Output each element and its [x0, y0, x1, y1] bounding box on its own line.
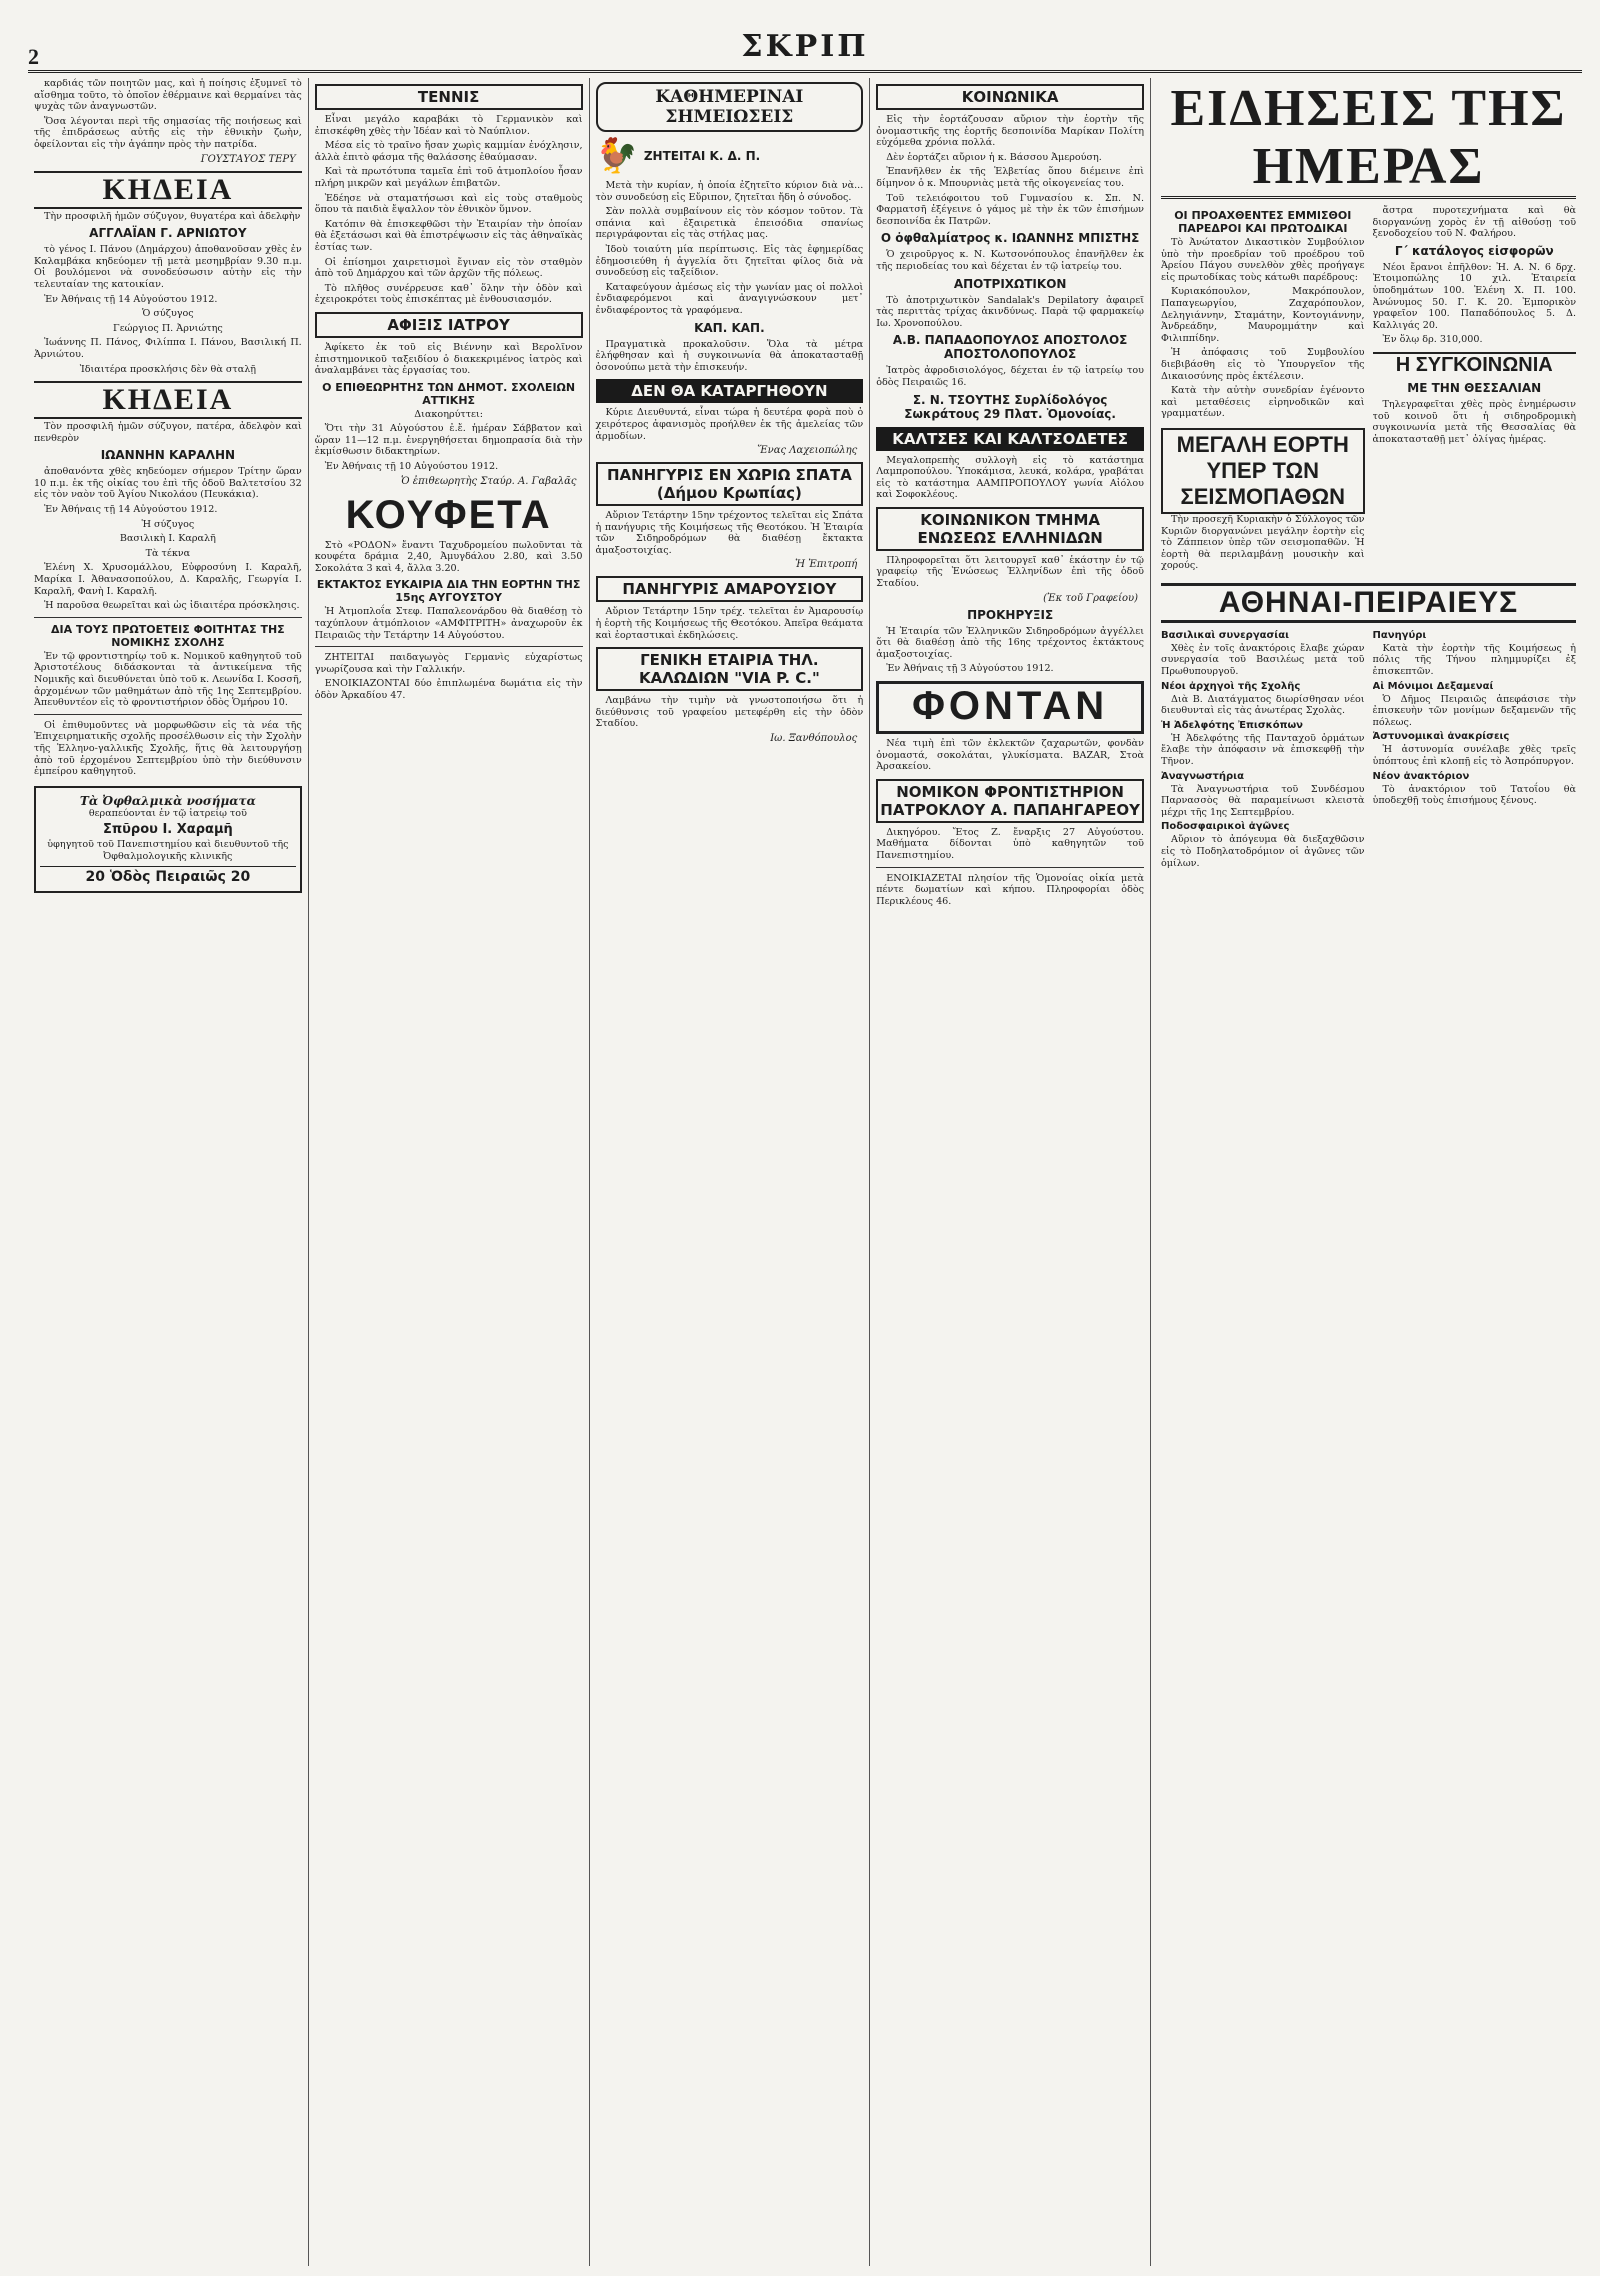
column-3	[590, 78, 871, 2266]
article-paragraph: Σὰν πολλὰ συμβαίνουν εἰς τὸν κόσμον τοῦτον. Τὰ σπάνια καὶ ἐξαιρετικὰ ἐπεισόδια σπανίως περιγράφονται εἰς τὰς στήλας μας.	[595, 206, 864, 241]
article-title: Ἀστυνομικαὶ ἀνακρίσεις	[1372, 731, 1510, 743]
ad-text: Τὸ ἀποτριχωτικὸν Sandalak's Depilatory ἀφαιρεῖ τὰς περιττὰς τρίχας ἀκινδύνως. Παρὰ τῷ φαρμακείῳ Ιω. Χρονοπούλου.	[876, 294, 1144, 329]
column-4	[870, 78, 1151, 2266]
advertisement-ophthalmology	[34, 786, 302, 893]
divider	[34, 617, 302, 618]
article-title: Ποδοσφαιρικοὶ ἀγῶνες	[1161, 821, 1290, 833]
article-paragraph: Κατὰ τὴν ἑορτὴν τῆς Κοιμήσεως ἡ πόλις τῆς Τήνου πλημμυρίζει ἐξ ἐπισκεπτῶν.	[1372, 642, 1577, 678]
section-heading-amarousion-festival: ΠΑΝΗΓΥΡΙΣ ΑΜΑΡΟΥΣΙΟΥ	[596, 576, 864, 602]
section-heading-special-offer: ΕΚΤΑΚΤΟΣ ΕΥΚΑΙΡΙΑ ΔΙΑ ΤΗΝ ΕΟΡΤΗΝ ΤΗΣ 15ης ΑΥΓΟΥΣΤΟΥ	[316, 578, 581, 605]
article-paragraph: ἄστρα πυροτεχνήματα καὶ θὰ διοργανώνῃ χορὸς ἐν τῇ αἰθούσῃ τοῦ ξενοδοχείου τοῦ Ν. Φαλήρου.	[1372, 205, 1577, 240]
article-paragraph: Τὴν προσεχῆ Κυριακὴν ὁ Σύλλογος τῶν Κυριῶν διοργανώνει μεγάλην ἑορτὴν εἰς τὸ Ζάππειον ὑπὲρ τῶν σεισμοπαθῶν. Ἡ ἑορτὴ θὰ περιλαμβάνῃ μουσικὴν καὶ χορούς.	[1161, 513, 1365, 572]
article-title: Γ΄ κατάλογος εἰσφορῶν	[1394, 243, 1554, 258]
ad-text: Μεγαλοπρεπὴς συλλογὴ εἰς τὸ κατάστημα Λαμπροπούλου. Ὑποκάμισα, λευκά, κολάρα, γραβάται εἰς τὸ κατάστημα ΑΑΜΠΡΟΠΟΥΛΟΥ γωνία Αἰόλου καὶ Σοφοκλέους.	[876, 454, 1144, 501]
section-heading-inspector: Ο ΕΠΙΘΕΩΡΗΤΗΣ ΤΩΝ ΔΗΜΟΤ. ΣΧΟΛΕΙΩΝ ΑΤΤΙΚΗΣ	[322, 380, 576, 407]
ad-heading-fondant: ΦΟΝΤΑΝ	[876, 681, 1144, 734]
article-paragraph: Πραγματικὰ προκαλοῦσιν. Ὅλα τὰ μέτρα ἐλήφθησαν καὶ ἡ συγκοινωνία θὰ ἀποκατασταθῇ ὁσονούπω μετὰ τὴν ἐπισκευήν.	[595, 338, 864, 373]
rooster-icon: 🐓	[595, 136, 638, 176]
article-paragraph: Ἀφίκετο ἐκ τοῦ εἰς Βιέννην καὶ Βερολῖνον ἐπιστημονικοῦ ταξειδίου ὁ διακεκριμένος ἰατρὸς καὶ ἀναλαμβάνει τὰς ἐργασίας του.	[314, 341, 583, 377]
article-paragraph: Ἡ Ἑταιρία τῶν Ἑλληνικῶν Σιδηροδρόμων ἀγγέλλει ὅτι θὰ διαθέσῃ ἀπὸ τῆς 16ης τρέχοντος ἐκτάκτους ἁμαξοστοιχίας.	[876, 625, 1144, 660]
section-heading-kideia: ΚΗΔΕΙΑ	[34, 171, 302, 209]
columns	[28, 78, 1582, 2266]
relation-label: Τὰ τέκνα	[145, 547, 191, 559]
article-title: Α.Β. ΠΑΠΑΔΟΠΟΥΛΟΣ ΑΠΟΣΤΟΛΟΣ ΑΠΟΣΤΟΛΟΠΟΥΛΟΣ	[892, 333, 1128, 362]
article-paragraph: Καὶ τὰ πρωτότυπα ταμεῖα ἐπὶ τοῦ ἀτμοπλοίου ἦσαν πλήρη μικρῶν καὶ μεγάλων ἐπιβατῶν.	[314, 166, 583, 189]
classified-ad: ΖΗΤΕΙΤΑΙ παιδαγωγὸς Γερμανὶς εὐχαρίστως γνωρίζουσα καὶ τὴν Γαλλικήν.	[314, 652, 583, 675]
article-paragraph: Νέοι ἔρανοι ἐπῆλθον: Ἠ. Α. Ν. 6 δρχ. Ἐτοιμοπώλης 10 χιλ. Ἑταιρεία ὑποδημάτων 100. Ἐλένη Χ. Π. 100. Ἀνώνυμος 50. Γ. Κ. 20. Ἐμπορικὸν γραφεῖον 100. Παπαδόπουλος 5. Δ. Καλλιγάς 20.	[1372, 261, 1577, 331]
section-heading-daily-notes: ΚΑΘΗΜΕΡΙΝΑΙ ΣΗΜΕΙΩΣΕΙΣ	[596, 82, 864, 132]
section-heading-union-hellenides: ΚΟΙΝΩΝΙΚΟΝ ΤΜΗΜΑ ΕΝΩΣΕΩΣ ΕΛΛΗΝΙΔΩΝ	[876, 507, 1144, 551]
article-paragraph: Ἐπανῆλθεν ἐκ τῆς Ἑλβετίας ὅπου διέμεινε ἐπὶ δίμηνον ὁ κ. Μπουρνιὰς μετὰ τῆς οἰκογενείας του.	[876, 166, 1144, 189]
divider	[876, 867, 1144, 868]
announcement-signature: Ἡ Ἐπιτροπή	[795, 559, 858, 571]
relatives-list: Ἰωάννης Π. Πάνος, Φιλίππα Ι. Πάνου, Βασιλική Π. Ἀρνιώτου.	[34, 337, 302, 360]
article-paragraph: Τὸ πλῆθος συνέρρευσε καθ᾽ ὅλην τὴν ὁδὸν καὶ ἐχειροκρότει τοὺς ἐπισκέπτας μὲ ἐνθουσιασμόν.	[314, 282, 583, 306]
paper-name: ΣΚΡΙΠ	[741, 29, 869, 64]
notice-paragraph: Τὴν προσφιλῆ ἡμῶν σύζυγον, θυγατέρα καὶ ἀδελφὴν	[44, 210, 301, 222]
article-paragraph: Μέσα εἰς τὸ τραῖνο ἤσαν χωρὶς καμμίαν ἐνόχλησιν, ἀλλὰ ἐπιτὸ φάσμα τῆς θαλάσσης ἐθαύμασαν.	[314, 140, 583, 163]
divider	[34, 714, 302, 715]
article-title: Αἱ Μόνιμοι Δεξαμεναί	[1372, 680, 1494, 692]
article-title: ΟΙ ΠΡΟΑΧΘΕΝΤΕΣ ΕΜΜΙΣΘΟΙ ΠΑΡΕΔΡΟΙ ΚΑΙ ΠΡΩΤΟΔΙΚΑΙ	[1174, 209, 1352, 235]
article-paragraph: Τὸ ἀνακτόριον τοῦ Τατοΐου θὰ ὑποδεχθῇ τοὺς ἐπισήμους ξένους.	[1372, 783, 1577, 807]
deceased-name: ΑΓΓΛΑΪΑΝ Γ. ΑΡΝΙΩΤΟΥ	[89, 226, 247, 241]
article-title: Νέον ἀνακτόριον	[1372, 770, 1470, 782]
section-heading-communication: Η ΣΥΓΚΟΙΝΩΝΙΑ	[1373, 352, 1577, 377]
article-title: ΚΑΠ. ΚΑΠ.	[694, 320, 765, 335]
news-subcolumn-left	[1161, 205, 1365, 575]
ad-text: ὑφηγητοῦ τοῦ Πανεπιστημίου καὶ διευθυντοῦ τῆς Ὀφθαλμολογικῆς κλινικῆς	[47, 839, 289, 862]
classified-ad: ΕΝΟΙΚΙΑΖΟΝΤΑΙ δύο ἐπιπλωμένα δωμάτια εἰς τὴν ὁδὸν Ἀρκαδίου 47.	[314, 678, 583, 701]
article-paragraph: Διὰ Β. Διατάγματος διωρίσθησαν νέοι διευθυνταὶ εἰς τὰς ἀνωτέρας Σχολὰς.	[1161, 693, 1365, 717]
article-paragraph: Οἱ ἐπιθυμοῦντες νὰ μορφωθῶσιν εἰς τὰ νέα τῆς Ἐπιχειρηματικῆς σχολῆς προσέλθωσιν εἰς τὴν Σχολὴν τῆς Ἑλληνο-γαλλικῆς Σχολῆς, ἥτις θὰ λειτουργήσῃ ἀπὸ τοῦ ἐρχομένου Σεπτεμβρίου ὑπὸ τὴν διεύθυνσιν ἐμπείρου καθηγητοῦ.	[34, 719, 302, 778]
article-paragraph: Ἡ ἀστυνομία συνέλαβε χθὲς τρεῖς ὑπόπτους ἐπὶ κλοπῇ εἰς τὸ Ἀσπρόπυργον.	[1372, 744, 1577, 768]
article-paragraph: Ἐν ὅλῳ δρ. 310,000.	[1382, 334, 1483, 346]
athens-subcolumn-left	[1161, 627, 1365, 872]
section-heading-spata-festival: ΠΑΝΗΓΥΡΙΣ ΕΝ ΧΩΡΙΩ ΣΠΑΤΑ (Δήμου Κρωπίας)	[596, 462, 864, 506]
article-signature: ΓΟΥΣΤΑΥΟΣ ΤΕΡΥ	[200, 153, 296, 165]
notice-date: Ἐν Ἀθήναις τῇ 14 Αὐγούστου 1912.	[44, 293, 218, 305]
article-title: Ἡ Ἀδελφότης Ἐπισκόπων	[1161, 719, 1303, 731]
announcement-date: Ἐν Ἀθήναις τῇ 3 Αὐγούστου 1912.	[886, 663, 1054, 675]
section-heading-proclamation: ΠΡΟΚΗΡΥΞΙΣ	[967, 607, 1054, 622]
article-paragraph: Τὸ Ἀνώτατον Δικαστικὸν Συμβούλιον ὑπὸ τὴν προεδρίαν τοῦ προέδρου τοῦ Ἀρείου Πάγου συνελθὸν χθὲς προήγαγε εἰς πρωτοδίκας τοὺς κάτωθι παρέδρους:	[1161, 237, 1365, 283]
athens-subcolumn-right	[1373, 627, 1577, 872]
article-title: Σ. Ν. ΤΣΟΥΤΗΣ Συρλίδολόγος Σωκράτους 29 Πλατ. Ὁμονοίας.	[904, 392, 1116, 421]
article-title: Βασιλικαὶ συνεργασίαι	[1161, 629, 1289, 641]
article-paragraph: Ἡ ἀπόφασις τοῦ Συμβουλίου διεβιβάσθη εἰς τὸ Ὑπουργεῖον τῆς Δικαιοσύνης πρὸς ἐκτέλεσιν.	[1161, 347, 1365, 382]
ad-heading-koufeta: ΚΟΥΦΕΤΑ	[345, 492, 552, 537]
masthead	[28, 10, 1582, 73]
article-paragraph: Πληροφορεῖται ὅτι λειτουργεῖ καθ᾽ ἑκάστην ἐν τῷ γραφείῳ τῆς Ἑνώσεως Ἑλληνίδων ἐπὶ τῆς ὁδοῦ Σταδίου.	[876, 554, 1144, 590]
relative-name: Βασιλικὴ Ι. Καραλῆ	[119, 533, 216, 545]
article-paragraph: Εἶναι μεγάλο καραβάκι τὸ Γερμανικὸν καὶ ἐπισκέφθη χθὲς τὴν Ἰδέαν καὶ τὸ Ναύπλιον.	[314, 114, 583, 137]
article-paragraph: Ἰδοὺ τοιαύτη μία περίπτωσις. Εἰς τὰς ἐφημερίδας ἐδημοσιεύθη ἡ ἀγγελία ὅτι ζητεῖται φίλος διὰ νὰ συνοδεύσῃ εἰς ταξείδιον.	[595, 243, 864, 279]
column-1	[28, 78, 309, 2266]
article-paragraph: Καταφεύγουν ἀμέσως εἰς τὴν γωνίαν μας οἱ πολλοὶ ἐνδιαφερόμενοι καὶ ἀναγιγνώσκουν μετ᾽ ἐνδιαφέροντος τὰ γραφόμενα.	[595, 281, 864, 316]
section-heading-law-tutoring: ΝΟΜΙΚΟΝ ΦΡΟΝΤΙΣΤΗΡΙΟΝ ΠΑΤΡΟΚΛΟΥ Α. ΠΑΠΑΗΓΑΡΕΟΥ	[876, 779, 1144, 823]
section-heading-social: ΚΟΙΝΩΝΙΚΑ	[876, 84, 1144, 110]
notice-date: Ἐν Ἀθήναις τῇ 14 Αὐγούστου 1912.	[44, 504, 218, 516]
article-paragraph: Ὁ χειροῦργος κ. Ν. Κωτσονόπουλος ἐπανῆλθεν ἐκ τῆς περιοδείας του καὶ δέχεται ἐν τῷ ἰατρείῳ του.	[876, 249, 1144, 272]
article-paragraph: Ὅτι τὴν 31 Αὐγούστου ἐ.ἔ. ἡμέραν Σάββατον καὶ ὥραν 11—12 π.μ. ἐνεργηθήσεται δημοπρασία διὰ τὴν ἐκμίσθωσιν διδακτηρίων.	[314, 423, 583, 458]
lead-paragraph: Ὅσα λέγονται περὶ τῆς σημασίας τῆς ποιήσεως καὶ τῆς ἐπιδράσεως αὐτῆς εἰς τὴν ἐθνικὴν ζωὴν, ὀφείλονται εἰς τὴν ἀγάπην πρὸς τὴν πατρίδα.	[34, 115, 302, 150]
article-paragraph: Μετὰ τὴν κυρίαν, ἡ ὁποία ἐζητεῖτο κύριον διὰ νὰ... τὸν συνοδεύσῃ εἰς Εὔριπον, ζητεῖται ἤδη ὁ σύνοδος.	[595, 180, 864, 203]
section-heading-news-of-the-day: ΕΙΔΗΣΕΙΣ ΤΗΣ ΗΜΕΡΑΣ	[1161, 80, 1576, 199]
ad-text: Νέα τιμὴ ἐπὶ τῶν ἐκλεκτῶν ζαχαρωτῶν, φονδὰν ὀνομαστά, σοκολάται, γλυκίσματα. BAZAR, Στοὰ Ἀρσακείου.	[876, 738, 1144, 773]
article-title: ΑΠΟΤΡΙΧΩΤΙΚΟΝ	[953, 276, 1067, 291]
article-paragraph: Οἱ ἐπίσημοι χαιρετισμοὶ ἔγιναν εἰς τὸν σταθμὸν ἀπὸ τοῦ Δημάρχου καὶ τῶν ἀρχῶν τῆς πόλεως.	[314, 256, 583, 280]
article-title: Ἀναγνωστήρια	[1161, 770, 1244, 782]
article-paragraph: Ἐδέησε νὰ σταματήσωσι καὶ εἰς τοὺς σταθμοὺς ὅπου τὰ παιδιὰ ἔψαλλον τὸν ἐθνικὸν ὕμνον.	[314, 192, 583, 216]
ad-text: Ἰατρὸς ἀφροδισιολόγος, δέχεται ἐν τῷ ἰατρείῳ του ὁδὸς Πειραιῶς 16.	[876, 365, 1144, 388]
article-paragraph: Τὰ Ἀναγνωστήρια τοῦ Συνδέσμου Παρνασσὸς θὰ παραμείνωσι κλειστὰ μέχρι τῆς 1ης Σεπτεμβρίου.	[1161, 783, 1365, 818]
page-number: 2	[28, 44, 39, 69]
ad-text: Δικηγόρου. Ἔτος Ζ. ἔναρξις 27 Αὐγούστου. Μαθήματα δίδονται ὑπὸ καθηγητῶν τοῦ Πανεπιστημίου.	[876, 826, 1144, 861]
letter-signature: Ἕνας Λαχειοπώλης	[757, 445, 858, 457]
ad-subtitle: θεραπεύονται ἐν τῷ ἰατρείῳ τοῦ	[88, 807, 247, 819]
news-subcolumn-right	[1373, 205, 1577, 575]
article-paragraph: Τοῦ τελειόφοιτου τοῦ Γυμνασίου κ. Σπ. Ν. Φαρματσῆ ἐξέγεινε ὁ γάμος μὲ τὴν ἐκ τῶν ἐπισήμων δεσποινίδα ἐκ Πατρῶν.	[876, 192, 1144, 227]
announcement-date: Ἐν Ἀθήναις τῇ 10 Αὐγούστου 1912.	[324, 461, 499, 473]
relative-name: Γεώργιος Π. Ἀρνιώτης	[113, 322, 223, 334]
ad-title: Τὰ Ὀφθαλμικὰ νοσήματα	[79, 793, 256, 808]
ad-text: Στὸ «ΡΟΔΟΝ» ἔναντι Ταχυδρομείου πωλοῦνται τὰ κουφέτα δράμια 2,40, Ἀμυγδάλου 2.80, καὶ 3.50 Σοκολάτα 3 καὶ 4, ἄλλα 3.20.	[314, 539, 583, 574]
article-paragraph: Χθὲς ἐν τοῖς ἀνακτόροις ἔλαβε χώραν συνεργασία τοῦ Βασιλέως μετὰ τοῦ Πρωθυπουργοῦ.	[1161, 642, 1365, 678]
article-paragraph: Αὔριον τὸ ἀπόγευμα θὰ διεξαχθῶσιν εἰς τὸ Ποδηλατοδρόμιον οἱ ἀγῶνες τῶν ὁμίλων.	[1161, 834, 1365, 869]
article-paragraph: Λαμβάνω τὴν τιμὴν νὰ γνωστοποιήσω ὅτι ἡ διεύθυνσις τοῦ γραφείου μετεφέρθη εἰς τὴν ὁδὸν Σταδίου.	[595, 695, 864, 730]
section-subheading-thessaly: ΜΕ ΤΗΝ ΘΕΣΣΑΛΙΑΝ	[1407, 380, 1542, 395]
section-heading-tennis: ΤΕΝΝΙΣ	[315, 84, 583, 110]
article-paragraph: Κύριε Διευθυντά, εἶναι τώρα ἡ δευτέρα φορὰ ποὺ ὁ χειρότερος ἀφανισμὸς προήλθεν ἐκ τῆς ἀμελείας τῶν ἁρμοδίων.	[595, 407, 864, 442]
relatives-list: Ἑλένη Χ. Χρυσομάλλου, Εὐφροσύνη Ι. Καραλῆ, Μαρίκα Ι. Ἀθανασοπούλου, Δ. Καραλῆς, Γεωργία Ι. Καραλῆ, Φανὴ Ι. Καραλῆ.	[34, 562, 302, 597]
deceased-name: ΙΩΑΝΝΗΝ ΚΑΡΑΛΗΝ	[100, 448, 236, 463]
athens-subcolumns	[1161, 627, 1576, 872]
section-heading-kideia: ΚΗΔΕΙΑ	[34, 381, 302, 419]
article-paragraph: Ἡ Ἀδελφότης τῆς Πανταχοῦ ὁρμάτων ἔλαβε τὴν ἀπόφασιν νὰ ἐπισκεφθῇ τὴν Τῆνον.	[1161, 732, 1365, 768]
announcement-signature: Ὁ ἐπιθεωρητὴς Σταύρ. Α. Γαβαλᾶς	[400, 475, 577, 487]
section-heading-athens-piraeus: ΑΘΗΝΑΙ-ΠΕΙΡΑΙΕΥΣ	[1161, 583, 1576, 623]
ad-name: Σπῦρου Ι. Χαραμῆ	[102, 822, 233, 838]
lead-paragraph: καρδιάς τῶν ποιητῶν μας, καὶ ἡ ποίησις ἐξυμνεῖ τὸ αἴσθημα τοῦτο, τὸ ὁποῖον ἐθέρμαινε καὶ θερμαίνει τὰς ψυχὰς τῶν ἀναγνωστῶν.	[34, 78, 302, 113]
announcement-subtitle: Διακοηρύττει:	[414, 408, 483, 420]
article-title: Πανηγύρι	[1372, 629, 1427, 641]
article-title: ΖΗΤΕΙΤΑΙ Κ. Δ. Π.	[643, 149, 761, 163]
announcement-signature: Ιω. Ξανθόπουλος	[770, 733, 858, 745]
ad-heading-stockings: ΚΑΛΤΣΕΣ ΚΑΙ ΚΑΛΤΣΟΔΕΤΕΣ	[876, 427, 1144, 451]
article-paragraph: Κατὰ τὴν αὐτὴν συνεδρίαν ἐγένοντο καὶ μεταθέσεις εἰρηνοδικῶν καὶ γραμματέων.	[1161, 385, 1365, 420]
section-heading-law-school: ΔΙΑ ΤΟΥΣ ΠΡΩΤΟΕΤΕΙΣ ΦΟΙΤΗΤΑΣ ΤΗΣ ΝΟΜΙΚΗΣ ΣΧΟΛΗΣ	[51, 622, 285, 649]
column-2	[309, 78, 590, 2266]
article-paragraph: Ἐν τῷ φροντιστηρίῳ τοῦ κ. Νομικοῦ καθηγητοῦ τοῦ Ἀριστοτέλους διδάσκονται τὰ ἀντικείμενα τῆς Νομικῆς καὶ διευθύνεται ὑπὸ τοῦ κ. Λεωνίδα Ι. Κοσσῆ, ἀρχομένων τῶν μαθημάτων ἀπὸ τῆς 1ης Σεπτεμβρίου. Ἀπευθυντέον εἰς τὸ φροντιστήριον ὁδὸς Ὁμήρου 10.	[34, 650, 302, 709]
notice-paragraph: ἀποθανόντα χθὲς κηδεύομεν σήμερον Τρίτην ὥραν 10 π.μ. ἐκ τῆς οἰκίας του ἐπὶ τῆς ὁδοῦ Βαλτετσίου 32 εἰς τὸν ναὸν τοῦ Ἁγίου Νικολάου (Πευκάκια).	[34, 466, 302, 501]
section-heading-cable-company: ΓΕΝΙΚΗ ΕΤΑΙΡΙΑ ΤΗΛ. ΚΑΛΩΔΙΩΝ "VIA P. C."	[596, 647, 864, 691]
divider	[315, 646, 583, 647]
article-paragraph: Αὔριον Τετάρτην 15ην τρέχ. τελεῖται ἐν Ἀμαρουσίῳ ἡ ἑορτὴ τῆς Κοιμήσεως τῆς Θεοτόκου. Ἀπεῖρα θεάματα καὶ ἑορταστικαὶ ἐκδηλώσεις.	[595, 606, 864, 641]
notice-note: Ἡ παροῦσα θεωρεῖται καὶ ὡς ἰδιαιτέρα πρόσκλησις.	[44, 600, 300, 612]
notice-paragraph: τὸ γένος Ι. Πάνου (Δημάρχου) ἀποθανοῦσαν χθὲς ἐν Καλαμβάκα κηδεύομεν τῇ μετὰ μεσημβρίαν 9.30 π.μ. Οἱ βουλόμενοι νὰ συνοδεύσωσιν αὐτὴν εἰς τὴν τελευταίαν της κατοικίαν.	[34, 244, 302, 290]
relation-label: Ἡ σύζυγος	[141, 518, 195, 530]
section-heading-doctor-arrival: ΑΦΙΞΙΣ ΙΑΤΡΟΥ	[315, 312, 583, 338]
article-paragraph: Τηλεγραφεῖται χθὲς πρὸς ἐνημέρωσιν τοῦ κοινοῦ ὅτι ἡ σιδηροδρομικὴ συγκοινωνία μετὰ τῆς Θεσσαλίας θὰ ἀποκατασταθῇ μετ᾽ ὀλίγας ἡμέρας.	[1372, 398, 1577, 445]
article-paragraph: Δὲν ἑορτάζει αὔριον ἡ κ. Βάσσου Ἀμερούση.	[886, 151, 1102, 163]
article-paragraph: Ἡ Ἀτμοπλοΐα Στεφ. Παπαλεονάρδου θὰ διαθέσῃ τὸ ταχύπλουν ἀτμόπλοιον «ΑΜΦΙΤΡΙΤΗ» ἀναχωροῦν ἐκ Πειραιῶς τὴν Τετάρτην 14 Αὐγούστου.	[314, 606, 583, 641]
ad-address: 20 Ὁδὸς Πειραιῶς 20	[40, 866, 296, 885]
notice-paragraph: Τὸν προσφιλῆ ἡμῶν σύζυγον, πατέρα, ἀδελφὸν καὶ πενθερὸν	[34, 421, 302, 444]
article-title: Ο ὀφθαλμίατρος κ. ΙΩΑΝΝΗΣ ΜΠΙΣΤΗΣ	[880, 231, 1140, 246]
news-subcolumns	[1161, 205, 1576, 575]
article-title: Νέοι ἀρχηγοὶ τῆς Σχολῆς	[1161, 680, 1301, 692]
daily-notes-header	[596, 136, 864, 176]
article-paragraph: Κατόπιν θὰ ἐπισκεφθῶσι τὴν Ἐταιρίαν τὴν ὁποίαν θὰ ἐξετάσωσι καὶ θὰ ἐπιστρέψωσιν εἰς τὰς ἀθηναϊκὰς ἑστίας των.	[314, 218, 583, 253]
article-paragraph: Αὔριον Τετάρτην 15ην τρέχοντος τελεῖται εἰς Σπάτα ἡ πανήγυρις τῆς Κοιμήσεως τῆς Θεοτόκου. Ἡ Ἐταιρία τῶν Σιδηροδρόμων θὰ διαθέσῃ ἔκτακτα ἁμαξοστοιχίας.	[595, 510, 864, 556]
section-heading-not-abolished: ΔΕΝ ΘΑ ΚΑΤΑΡΓΗΘΟΥΝ	[596, 379, 864, 403]
relation-label: Ὁ σύζυγος	[142, 308, 194, 320]
section-heading-great-festival: ΜΕΓΑΛΗ ΕΟΡΤΗ ΥΠΕΡ ΤΩΝ ΣΕΙΣΜΟΠΑΘΩΝ	[1161, 428, 1365, 514]
classified-ad: ΕΝΟΙΚΙΑΖΕΤΑΙ πλησίον τῆς Ὁμονοίας οἰκία μετὰ πέντε δωματίων καὶ κήπου. Πληροφορίαι ὁδὸς Περικλέους 46.	[876, 872, 1144, 907]
article-paragraph: Κυριακόπουλον, Μακρόπουλον, Παπαγεωργίου, Ζαχαρόπουλον, Δεληγιάννην, Σταμάτην, Κοντογιάννην, Ἀνδρεάδην, Μαυρομμάτην καὶ Φιλιππίδην.	[1161, 286, 1365, 344]
article-paragraph: Εἰς τὴν ἑορτάζουσαν αὔριον τὴν ἑορτὴν τῆς ὀνομαστικῆς της ἑορτῆς δεσποινίδα Μαρίκαν Πολίτη εὐχόμεθα χρόνια πολλά.	[876, 114, 1144, 149]
article-paragraph: Ὁ Δῆμος Πειραιῶς ἀπεφάσισε τὴν ἐπισκευὴν τῶν μονίμων δεξαμενῶν τῆς πόλεως.	[1372, 693, 1577, 728]
column-5	[1151, 78, 1582, 2266]
notice-note: Ἰδιαιτέρα προσκλήσις δὲν θὰ σταλῇ	[79, 363, 257, 375]
announcement-signature: (Ἐκ τοῦ Γραφείου)	[1043, 592, 1138, 604]
